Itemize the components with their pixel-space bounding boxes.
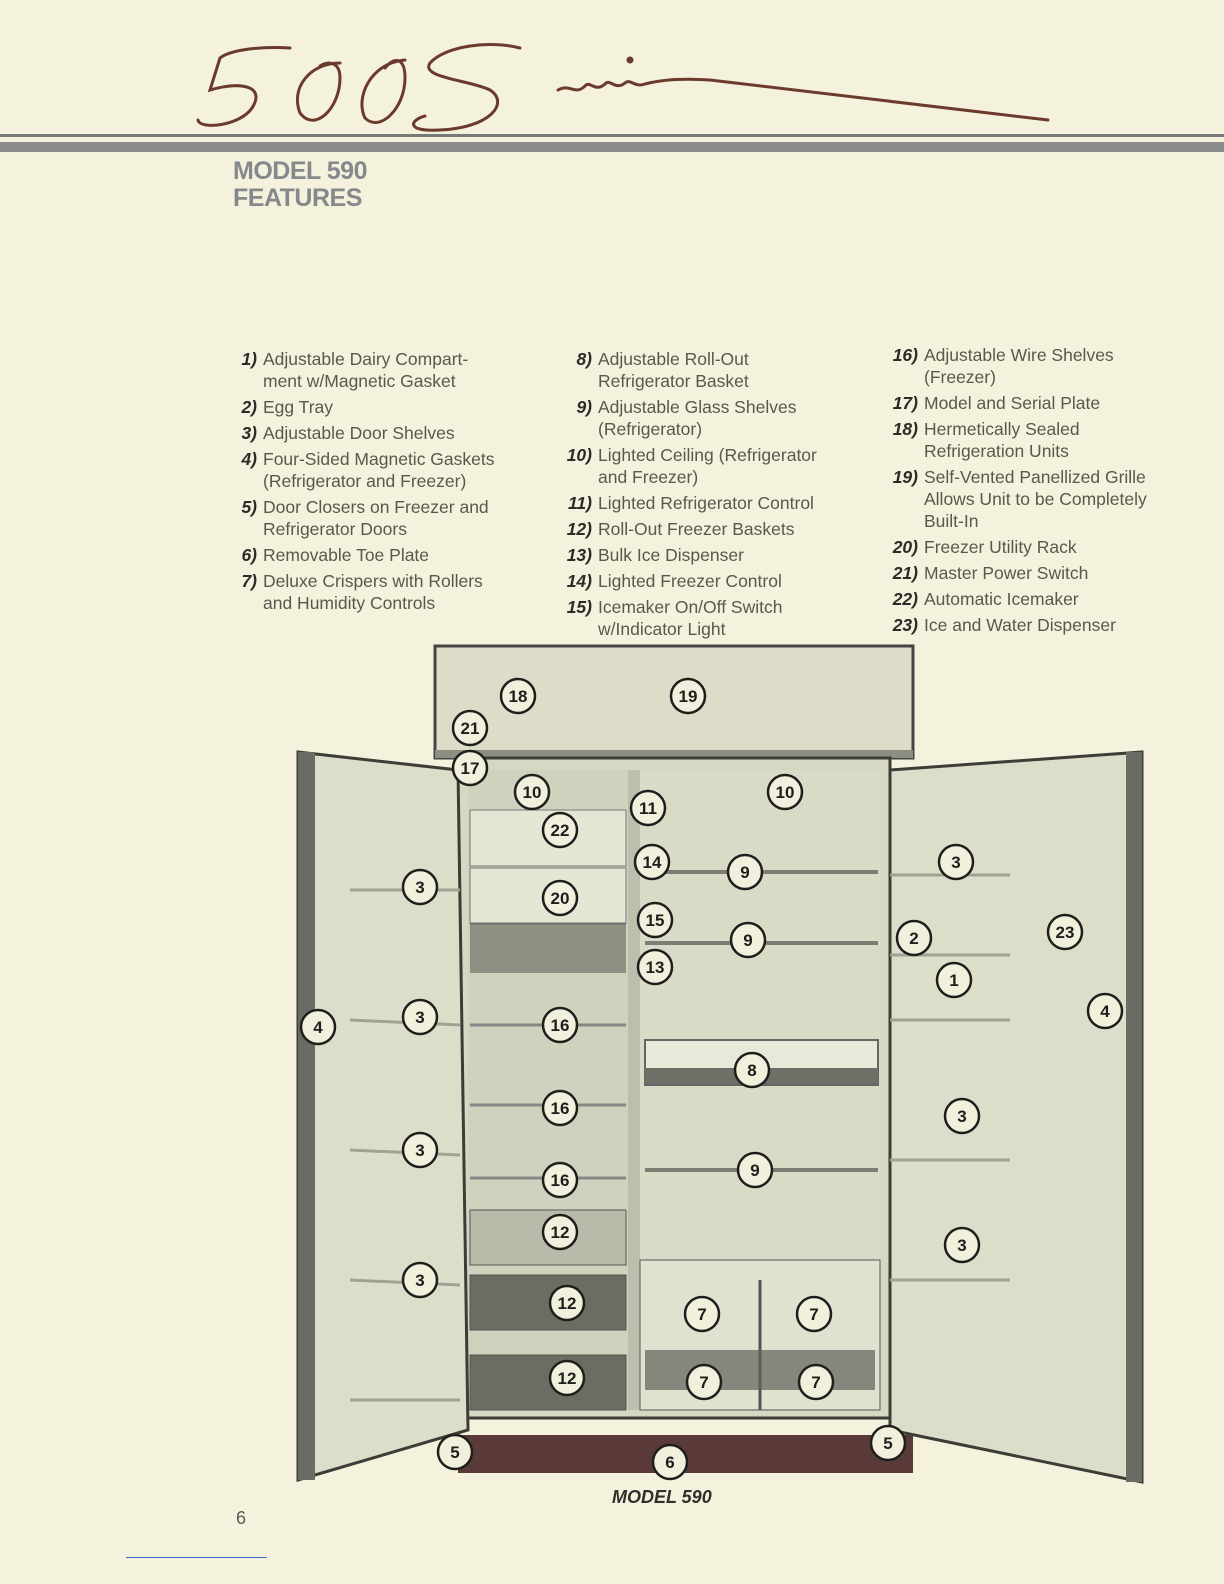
callout-3	[945, 1228, 979, 1262]
callout-9	[728, 855, 762, 889]
callout-19	[671, 679, 705, 713]
callout-16	[543, 1091, 577, 1125]
callout-7	[799, 1365, 833, 1399]
title-line-model: MODEL 590	[233, 157, 367, 185]
callout-label: 7	[697, 1305, 707, 1324]
feature-number: 16)	[892, 345, 918, 365]
feature-text: Adjustable Dairy Compart- ment w/Magnetic Gasket	[263, 349, 469, 391]
feature-item	[233, 544, 533, 566]
callout-9	[738, 1153, 772, 1187]
callout-label: 10	[775, 783, 795, 802]
refrigerator-diagram	[290, 640, 1150, 1490]
feature-text: Freezer Utility Rack	[924, 537, 1077, 557]
callout-23	[1048, 915, 1082, 949]
feature-list-col3	[888, 344, 1188, 640]
feature-number: 12)	[566, 519, 592, 539]
feature-number: 8)	[576, 349, 592, 369]
callout-label: 3	[957, 1107, 967, 1126]
feature-number: 4)	[241, 449, 257, 469]
callout-3	[403, 1000, 437, 1034]
refrigerator-door	[890, 752, 1142, 1482]
feature-text: Lighted Freezer Control	[598, 571, 782, 591]
callout-label: 13	[645, 958, 665, 977]
feature-item	[233, 448, 533, 492]
feature-item	[888, 344, 1188, 388]
feature-text: Icemaker On/Off Switch w/Indicator Light	[598, 597, 783, 639]
feature-item	[888, 418, 1188, 462]
callout-22	[543, 813, 577, 847]
logo-text: 500 Series	[190, 28, 195, 29]
callout-label: 15	[645, 911, 665, 930]
feature-item	[562, 544, 862, 566]
header-rule-thin	[0, 134, 1224, 137]
feature-item	[888, 614, 1188, 636]
callout-label: 23	[1055, 923, 1075, 942]
callout-label: 16	[550, 1171, 570, 1190]
callout-label: 3	[951, 853, 961, 872]
callout-16	[543, 1008, 577, 1042]
feature-item	[888, 562, 1188, 584]
callout-label: 3	[957, 1236, 967, 1255]
feature-text: Adjustable Wire Shelves (Freezer)	[924, 345, 1114, 387]
callout-label: 4	[313, 1018, 323, 1037]
feature-text: Adjustable Glass Shelves (Refrigerator)	[598, 397, 797, 439]
callout-label: 5	[883, 1434, 893, 1453]
series-logo	[190, 28, 1060, 138]
feature-number: 19)	[892, 467, 918, 487]
feature-item	[888, 588, 1188, 610]
feature-item	[233, 348, 533, 392]
feature-item	[562, 518, 862, 540]
callout-label: 10	[522, 783, 542, 802]
feature-number: 20)	[892, 537, 918, 557]
feature-text: Egg Tray	[263, 397, 334, 417]
callout-17	[453, 751, 487, 785]
callout-label: 3	[415, 1271, 425, 1290]
feature-number: 13)	[566, 545, 592, 565]
callout-12	[550, 1286, 584, 1320]
callout-label: 1	[949, 971, 959, 990]
feature-number: 17)	[892, 393, 918, 413]
feature-text: Model and Serial Plate	[924, 393, 1101, 413]
header-rule-thick	[0, 142, 1224, 152]
diagram-caption: MODEL 590	[612, 1487, 712, 1507]
title-line-features: FEATURES	[233, 184, 362, 212]
callout-11	[631, 791, 665, 825]
feature-number: 11)	[568, 493, 592, 513]
callout-2	[897, 921, 931, 955]
freezer-door	[298, 752, 468, 1480]
feature-item	[562, 348, 862, 392]
callout-1	[937, 963, 971, 997]
feature-text: Deluxe Crispers with Rollers and Humidity Controls	[263, 571, 483, 613]
feature-text: Adjustable Roll-Out Refrigerator Basket	[598, 349, 749, 391]
callout-8	[735, 1053, 769, 1087]
callout-16	[543, 1163, 577, 1197]
feature-number: 6)	[241, 545, 257, 565]
callout-21	[453, 711, 487, 745]
callout-18	[501, 679, 535, 713]
feature-text: Automatic Icemaker	[924, 589, 1079, 609]
feature-number: 10)	[566, 445, 592, 465]
callout-label: 12	[557, 1294, 577, 1313]
page-title	[233, 158, 367, 212]
feature-number: 2)	[241, 397, 257, 417]
feature-text: Ice and Water Dispenser	[924, 615, 1116, 635]
feature-item	[888, 536, 1188, 558]
feature-number: 14)	[566, 571, 592, 591]
feature-number: 15)	[566, 597, 592, 617]
callout-15	[638, 903, 672, 937]
callout-10	[515, 775, 549, 809]
callout-3	[403, 870, 437, 904]
callout-label: 2	[909, 929, 919, 948]
feature-text: Lighted Ceiling (Refrigerator and Freezer)	[598, 445, 817, 487]
feature-item	[562, 492, 862, 514]
feature-text: Four-Sided Magnetic Gaskets (Refrigerator and Freezer)	[263, 449, 495, 491]
callout-3	[403, 1263, 437, 1297]
callout-label: 21	[460, 719, 480, 738]
callout-label: 9	[740, 863, 750, 882]
callout-label: 19	[678, 687, 698, 706]
feature-number: 5)	[241, 497, 257, 517]
callout-label: 7	[809, 1305, 819, 1324]
feature-number: 23)	[892, 615, 918, 635]
feature-item	[562, 596, 862, 640]
callout-label: 7	[699, 1373, 709, 1392]
page-number: 6	[236, 1508, 247, 1528]
feature-item	[562, 396, 862, 440]
callout-20	[543, 881, 577, 915]
callout-7	[797, 1297, 831, 1331]
callout-label: 3	[415, 1008, 425, 1027]
feature-item	[233, 422, 533, 444]
callout-label: 14	[642, 853, 662, 872]
callout-label: 22	[550, 821, 570, 840]
callout-label: 9	[743, 931, 753, 950]
callout-label: 6	[665, 1453, 675, 1472]
feature-text: Lighted Refrigerator Control	[598, 493, 814, 513]
feature-item	[233, 570, 533, 614]
feature-text: Bulk Ice Dispenser	[598, 545, 744, 565]
feature-text: Door Closers on Freezer and Refrigerator Doors	[263, 497, 489, 539]
callout-label: 9	[750, 1161, 760, 1180]
feature-number: 1)	[241, 349, 257, 369]
feature-number: 21)	[892, 563, 918, 583]
callout-5	[438, 1435, 472, 1469]
callout-label: 11	[639, 799, 657, 818]
callout-12	[550, 1361, 584, 1395]
callout-3	[945, 1099, 979, 1133]
feature-text: Roll-Out Freezer Baskets	[598, 519, 795, 539]
callout-3	[939, 845, 973, 879]
callout-label: 5	[450, 1443, 460, 1462]
feature-number: 9)	[576, 397, 592, 417]
callout-label: 12	[550, 1223, 570, 1242]
callout-label: 16	[550, 1016, 570, 1035]
callout-9	[731, 923, 765, 957]
feature-item	[233, 396, 533, 418]
feature-text: Self-Vented Panellized Grille Allows Unit to be Completely Built-In	[924, 467, 1147, 531]
callout-label: 8	[747, 1061, 757, 1080]
callout-7	[687, 1365, 721, 1399]
feature-text: Master Power Switch	[924, 563, 1089, 583]
callout-3	[403, 1133, 437, 1167]
feature-number: 3)	[241, 423, 257, 443]
feature-number: 7)	[241, 571, 257, 591]
callout-label: 17	[460, 759, 480, 778]
feature-text: Adjustable Door Shelves	[263, 423, 455, 443]
feature-item	[562, 444, 862, 488]
feature-number: 18)	[892, 419, 918, 439]
feature-text: Removable Toe Plate	[263, 545, 430, 565]
callout-4	[1088, 994, 1122, 1028]
feature-item	[233, 496, 533, 540]
callout-10	[768, 775, 802, 809]
callout-label: 16	[550, 1099, 570, 1118]
callout-label: 4	[1100, 1002, 1110, 1021]
callout-4	[301, 1010, 335, 1044]
feature-list-col2	[562, 348, 862, 644]
callout-5	[871, 1426, 905, 1460]
callout-label: 3	[415, 1141, 425, 1160]
callout-label: 20	[550, 889, 570, 908]
callout-label: 18	[508, 687, 528, 706]
feature-list-col1	[233, 348, 533, 618]
feature-item	[562, 570, 862, 592]
callout-label: 7	[811, 1373, 821, 1392]
callout-6	[653, 1445, 687, 1479]
callout-label: 3	[415, 878, 425, 897]
callout-14	[635, 845, 669, 879]
callout-12	[543, 1215, 577, 1249]
footer-link-underline	[126, 1557, 267, 1558]
callout-13	[638, 950, 672, 984]
feature-text: Hermetically Sealed Refrigeration Units	[924, 419, 1080, 461]
feature-item	[888, 466, 1188, 532]
feature-number: 22)	[892, 589, 918, 609]
callout-label: 12	[557, 1369, 577, 1388]
callout-7	[685, 1297, 719, 1331]
feature-item	[888, 392, 1188, 414]
